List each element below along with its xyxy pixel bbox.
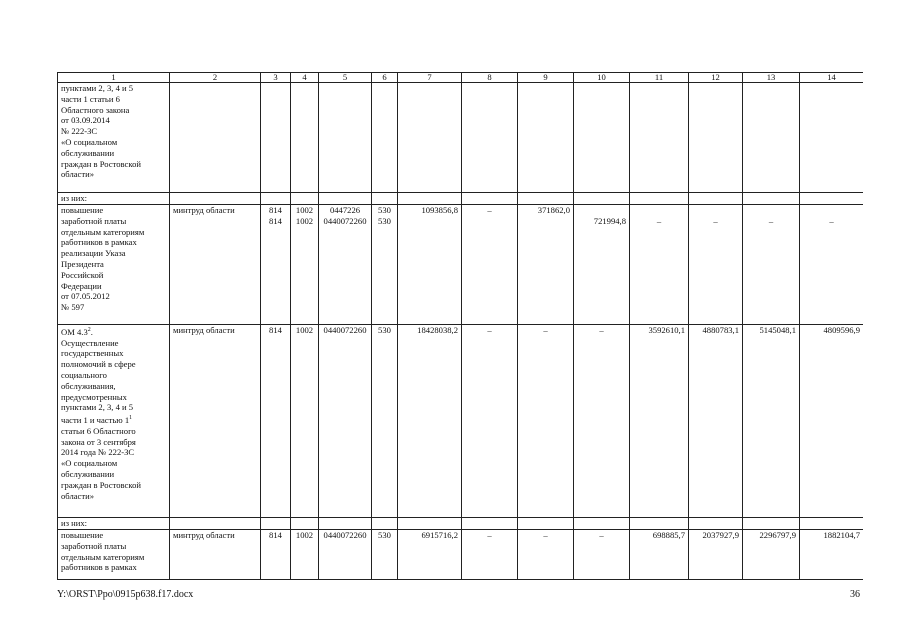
target-code: 0440072260 — [319, 530, 372, 580]
table-cell — [372, 83, 398, 193]
responsible-executor: минтруд области — [170, 325, 261, 518]
amount-year-col12: – — [689, 205, 743, 325]
amount-year-col14: 4809596,9 — [800, 325, 864, 518]
table-row — [58, 193, 864, 205]
table-cell — [372, 193, 398, 205]
table-cell — [291, 83, 319, 193]
amount-year-col8: – — [462, 530, 518, 580]
table-cell — [630, 193, 689, 205]
header-cell: 10 — [574, 73, 630, 83]
amount-total: 6915716,2 — [398, 530, 462, 580]
amount-total: 1093856,8 — [398, 205, 462, 325]
target-code: 0447226 0440072260 — [319, 205, 372, 325]
row-description: из них: — [58, 518, 170, 530]
amount-year-col9: – — [518, 325, 574, 518]
table-cell — [800, 83, 864, 193]
header-cell: 11 — [630, 73, 689, 83]
table-row — [58, 518, 864, 530]
header-cell: 8 — [462, 73, 518, 83]
table-cell — [518, 518, 574, 530]
measure-code: ОМ 4.3 — [61, 326, 88, 337]
amount-year-col13: 2296797,9 — [743, 530, 800, 580]
footer-file-path: Y:\ORST\Ppo\0915p638.f17.docx — [57, 589, 194, 600]
table-cell — [689, 193, 743, 205]
table-cell — [743, 83, 800, 193]
budget-table-container — [57, 72, 863, 580]
table-cell — [800, 193, 864, 205]
table-row — [58, 530, 864, 580]
footnote-mark: 1 — [129, 415, 133, 422]
header-cell: 13 — [743, 73, 800, 83]
table-cell — [574, 518, 630, 530]
amount-year-col9: 371862,0 — [518, 205, 574, 325]
table-cell — [462, 83, 518, 193]
amount-year-col11: 3592610,1 — [630, 325, 689, 518]
header-cell: 7 — [398, 73, 462, 83]
page-number: 36 — [850, 589, 860, 600]
amount-year-col13: 5145048,1 — [743, 325, 800, 518]
amount-year-col13: – — [743, 205, 800, 325]
table-cell — [291, 193, 319, 205]
gov-code: 814 — [261, 530, 291, 580]
table-row — [58, 205, 864, 325]
table-cell — [743, 193, 800, 205]
amount-year-col9: – — [518, 530, 574, 580]
responsible-executor: минтруд области — [170, 530, 261, 580]
table-cell — [261, 518, 291, 530]
row-description: из них: — [58, 193, 170, 205]
amount-year-col10: – — [574, 325, 630, 518]
table-row — [58, 83, 864, 193]
table-cell — [319, 193, 372, 205]
header-cell: 5 — [319, 73, 372, 83]
table-cell — [261, 193, 291, 205]
expense-type-code: 530 — [372, 530, 398, 580]
footnote-mark: 2 — [87, 327, 91, 333]
gov-code: 814 — [261, 325, 291, 518]
budget-table — [57, 72, 863, 580]
target-code: 0440072260 — [319, 325, 372, 518]
amount-year-col12: 2037927,9 — [689, 530, 743, 580]
table-cell — [170, 193, 261, 205]
table-cell — [630, 83, 689, 193]
header-cell: 12 — [689, 73, 743, 83]
expense-type-code: 530 530 — [372, 205, 398, 325]
header-cell: 9 — [518, 73, 574, 83]
amount-year-col12: 4880783,1 — [689, 325, 743, 518]
table-cell — [170, 83, 261, 193]
amount-year-col11: 698885,7 — [630, 530, 689, 580]
table-cell — [689, 518, 743, 530]
table-cell — [462, 518, 518, 530]
table-cell — [630, 518, 689, 530]
table-cell — [319, 83, 372, 193]
row-description: повышение заработной платы отдельным категориям работников в рамках реализации Указа Президента Российской Федерации от 07.05.2012 № 597 — [58, 205, 170, 325]
table-cell — [398, 193, 462, 205]
responsible-executor: минтруд области — [170, 205, 261, 325]
header-cell: 1 — [58, 73, 170, 83]
table-cell — [518, 83, 574, 193]
table-row — [58, 325, 864, 518]
measure-text-b: статьи 6 Областного закона от 3 сентября 2014 года № 222-ЗС «О социальном обслуживании граждан в Ростовской области» — [61, 425, 141, 501]
table-cell — [398, 518, 462, 530]
expense-type-code: 530 — [372, 325, 398, 518]
table-cell — [372, 518, 398, 530]
header-cell: 2 — [170, 73, 261, 83]
amount-year-col14: – — [800, 205, 864, 325]
table-cell — [518, 193, 574, 205]
table-cell — [319, 518, 372, 530]
table-cell — [689, 83, 743, 193]
amount-year-col10: – — [574, 530, 630, 580]
table-cell — [261, 83, 291, 193]
table-cell — [170, 518, 261, 530]
amount-year-col10: 721994,8 — [574, 205, 630, 325]
measure-text-a: . Осуществление государственных полномочий в сфере социального обслуживания, предусмотренных пунктами 2, 3, 4 и 5 части 1 и частью 1 — [61, 326, 136, 426]
table-cell — [291, 518, 319, 530]
section-code: 1002 — [291, 325, 319, 518]
table-cell — [462, 193, 518, 205]
header-cell: 4 — [291, 73, 319, 83]
row-description — [58, 325, 170, 518]
table-cell — [398, 83, 462, 193]
amount-year-col8: – — [462, 325, 518, 518]
amount-total: 18428038,2 — [398, 325, 462, 518]
amount-year-col11: – — [630, 205, 689, 325]
amount-year-col8: – — [462, 205, 518, 325]
header-cell: 14 — [800, 73, 864, 83]
table-cell — [574, 83, 630, 193]
amount-year-col14: 1882104,7 — [800, 530, 864, 580]
row-description: повышение заработной платы отдельным категориям работников в рамках — [58, 530, 170, 580]
section-code: 1002 — [291, 530, 319, 580]
header-cell: 6 — [372, 73, 398, 83]
table-cell — [574, 193, 630, 205]
header-cell: 3 — [261, 73, 291, 83]
column-number-header — [58, 73, 864, 83]
row-description: пунктами 2, 3, 4 и 5 части 1 статьи 6 Областного закона от 03.09.2014 № 222-ЗС «О социальном обслуживании граждан в Ростовской области» — [58, 83, 170, 193]
table-cell — [800, 518, 864, 530]
gov-code: 814 814 — [261, 205, 291, 325]
section-code: 1002 1002 — [291, 205, 319, 325]
table-cell — [743, 518, 800, 530]
